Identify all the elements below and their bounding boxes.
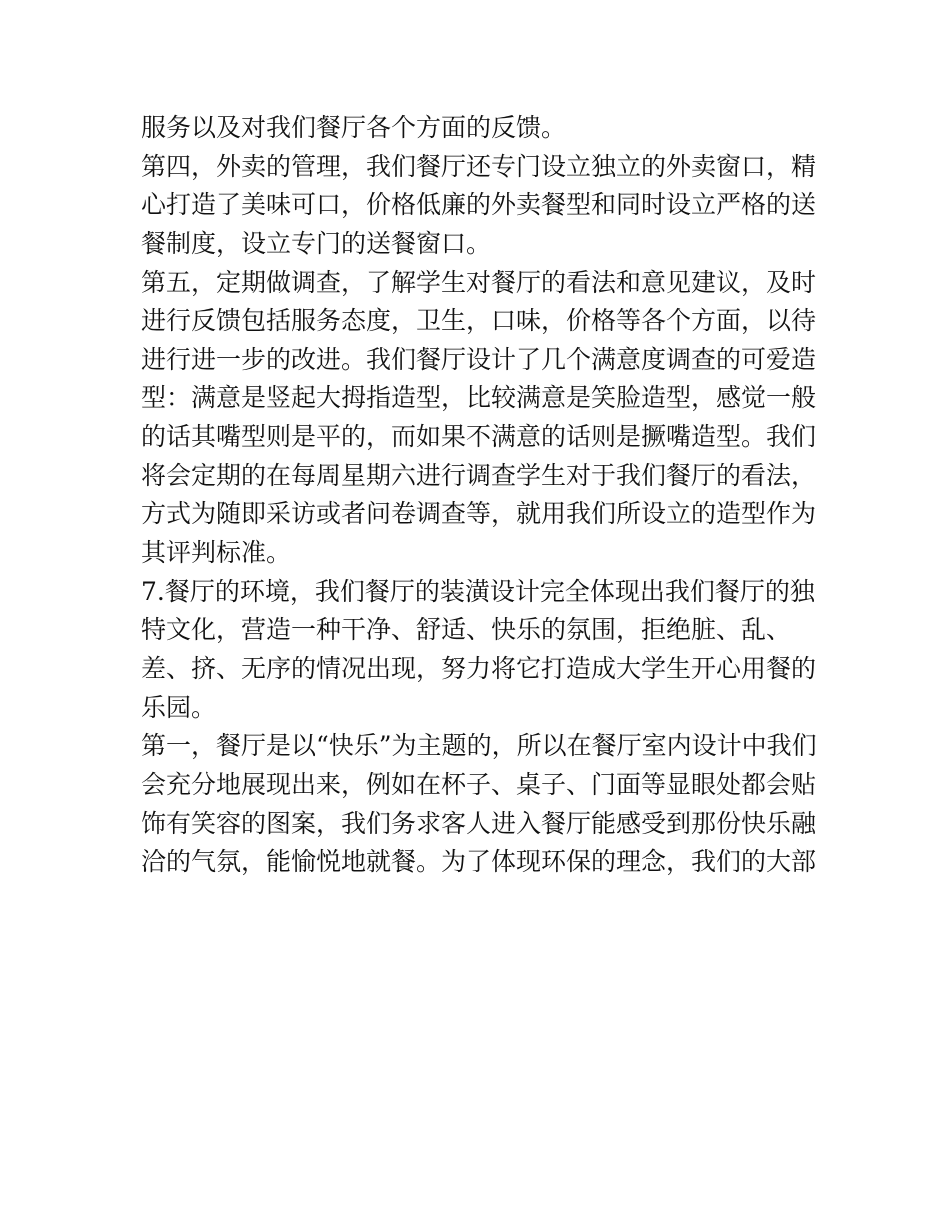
text-line: 第一，餐厅是以“快乐”为主题的，所以在餐厅室内设计中我们: [141, 731, 817, 761]
text-line: 特文化，营造一种干净、舒适、快乐的氛围，拒绝脏、乱、: [141, 615, 792, 645]
text-line: 的话其嘴型则是平的，而如果不满意的话则是撅嘴造型。我们: [141, 422, 817, 452]
text-line: 第四，外卖的管理，我们餐厅还专门设立独立的外卖窗口，精: [141, 151, 817, 181]
text-line: 洽的气氛，能愉悦地就餐。为了体现环保的理念，我们的大部: [141, 847, 817, 877]
text-line: 型：满意是竖起大拇指造型，比较满意是笑脸造型，感觉一般: [141, 383, 817, 413]
text-line: 饰有笑容的图案，我们务求客人进入餐厅能感受到那份快乐融: [141, 808, 817, 838]
text-line: 进行进一步的改进。我们餐厅设计了几个满意度调查的可爱造: [141, 344, 817, 374]
text-line: 第五，定期做调查，了解学生对餐厅的看法和意见建议，及时: [141, 267, 817, 297]
text-line: 进行反馈包括服务态度，卫生，口味，价格等各个方面，以待: [141, 306, 817, 336]
body-text: [141, 109, 821, 882]
text-line: 方式为随即采访或者问卷调查等，就用我们所设立的造型作为: [141, 499, 817, 529]
text-line: 将会定期的在每周星期六进行调查学生对于我们餐厅的看法，: [141, 460, 817, 490]
text-line: 差、挤、无序的情况出现，努力将它打造成大学生开心用餐的: [141, 653, 817, 683]
text-line: 7.餐厅的环境，我们餐厅的装潢设计完全体现出我们餐厅的独: [141, 576, 815, 606]
text-line: 乐园。: [141, 692, 217, 722]
text-line: 会充分地展现出来，例如在杯子、桌子、门面等显眼处都会贴: [141, 769, 817, 799]
text-line: 餐制度，设立专门的送餐窗口。: [141, 228, 492, 258]
text-line: 其评判标准。: [141, 538, 292, 568]
text-line: 服务以及对我们餐厅各个方面的反馈。: [141, 113, 567, 142]
text-line: 心打造了美味可口，价格低廉的外卖餐型和同时设立严格的送: [141, 190, 817, 220]
